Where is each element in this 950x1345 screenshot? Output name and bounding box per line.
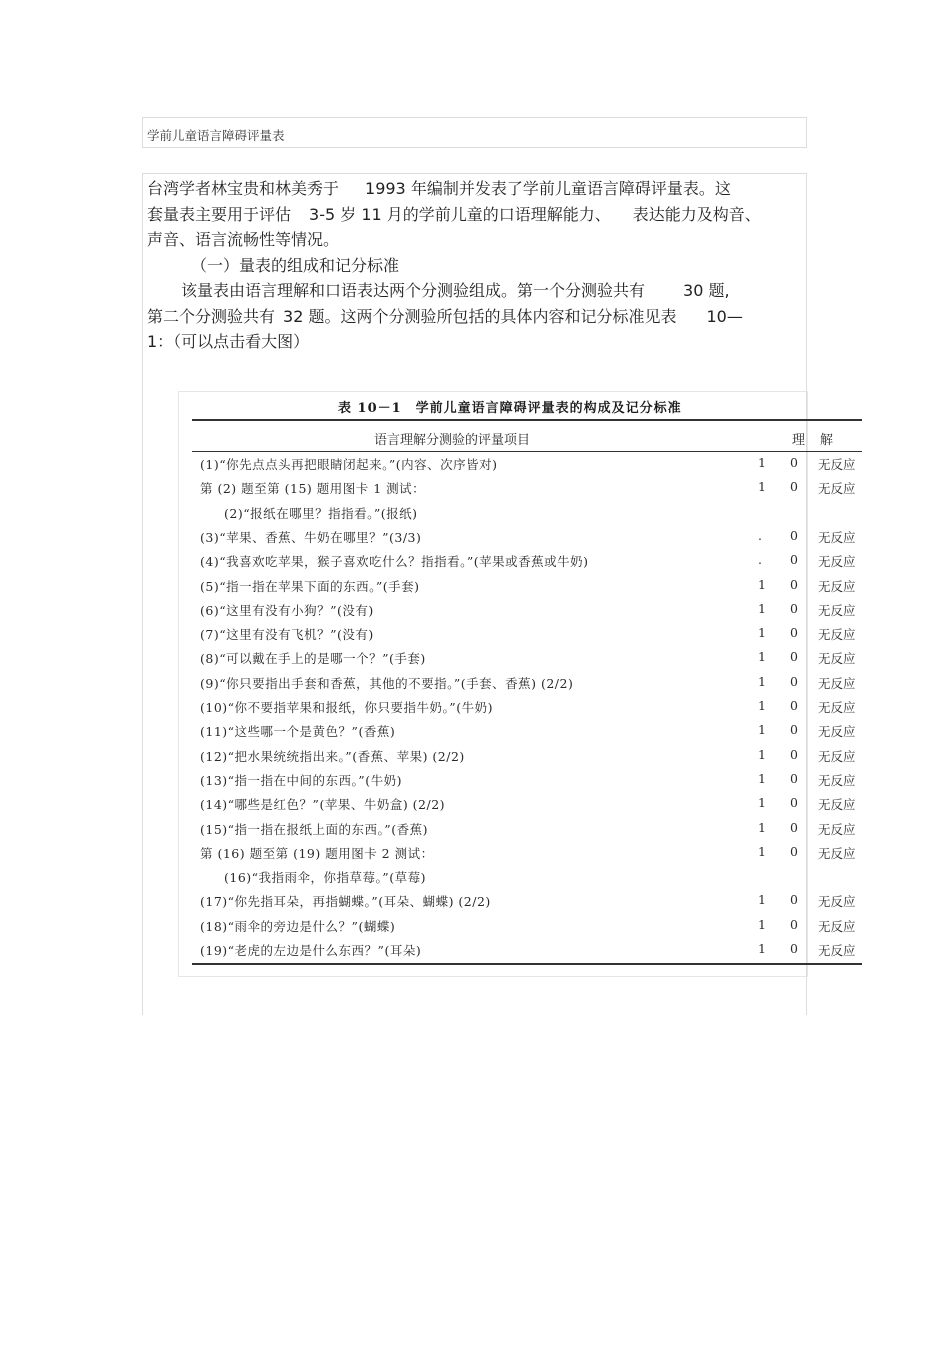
row-score-wrong: 0 [790,941,798,956]
row-score-none: 无反应 [818,651,856,667]
row-score-correct: 1 [758,455,766,470]
table-title: 表 10－1 学前儿童语言障碍评量表的构成及记分标准 [338,401,682,416]
text-segment: 1993 年编制并发表了学前儿童语言障碍评量表。这 [365,179,731,198]
row-score-correct: 1 [758,892,766,908]
row-score-none: 无反应 [818,797,856,813]
table-row [178,842,862,866]
row-item-text: (16)“我指雨伞，你指草莓。”(草莓) [224,870,426,886]
row-score-none: 无反应 [818,918,856,934]
row-score-none: 无反应 [818,602,856,618]
row-score-none: 无反应 [818,943,856,958]
row-score-wrong: 0 [790,722,798,738]
row-item-text: (13)“指一指在中间的东西。”(牛奶) [200,772,402,788]
table-row [178,526,862,550]
table-row [178,720,862,744]
row-score-none: 无反应 [818,772,856,788]
row-score-none: 无反应 [818,554,856,570]
table-row [178,575,862,599]
row-score-correct: 1 [758,916,766,932]
row-score-wrong: 0 [790,527,798,543]
composition-line-3 [147,329,761,355]
table-header-col1: 理 [792,433,806,448]
table-row [178,939,862,963]
row-score-correct: 1 [758,722,766,738]
row-score-correct: 1 [758,479,766,495]
table-header-item: 语言理解分测验的评量项目 [374,433,531,448]
row-score-none: 无反应 [818,627,856,643]
row-score-correct: 1 [758,819,766,835]
table-row [178,915,862,939]
row-item-text: (12)“把水果统统指出来。”(香蕉、苹果) (2/2) [200,748,465,764]
row-item-text: (4)“我喜欢吃苹果，猴子喜欢吃什么？指指看。”(苹果或香蕉或牛奶) [200,554,589,570]
text-segment: 套量表主要用于评估 [147,204,292,224]
table-top-rule [192,419,862,421]
row-score-wrong: 0 [790,576,798,592]
text-segment: 32 题。这两个分测验所包括的具体内容和记分标准见表 [283,306,677,326]
row-score-wrong: 0 [790,819,798,835]
composition-line-2 [147,304,761,330]
row-score-wrong: 0 [790,916,798,932]
row-score-correct: 1 [758,941,766,956]
row-score-wrong: 0 [790,843,798,859]
row-score-correct: 1 [758,600,766,616]
table-row [178,696,862,720]
row-item-text: (5)“指一指在苹果下面的东西。”(手套) [200,578,420,594]
table-header-rule [192,451,862,452]
intro-line-3 [147,227,761,253]
table-row [178,818,862,842]
text-segment: 声音、语言流畅性等情况。 [147,230,340,249]
row-score-correct: . [758,552,762,568]
text-segment: 该量表由语言理解和口语表达两个分测验组成。第一个分测验共有 [181,281,646,300]
row-score-correct: 1 [758,649,766,665]
row-score-none: 无反应 [818,700,856,715]
text-segment: 台湾学者林宝贵和林美秀于 [147,179,340,198]
table-row [178,769,862,793]
row-score-wrong: 0 [790,600,798,616]
composition-line-1 [147,278,761,304]
row-score-correct: 1 [758,770,766,786]
row-score-wrong: 0 [790,892,798,908]
row-score-wrong: 0 [790,649,798,665]
table-row [178,745,862,769]
table-row [178,793,862,817]
row-score-none: 无反应 [818,894,856,910]
row-score-wrong: 0 [790,698,798,713]
table-header-col2: 解 [820,433,834,448]
row-score-none: 无反应 [818,821,856,837]
text-segment: 第二个分测验共有 [147,306,276,326]
table-image[interactable] [178,391,862,977]
row-score-wrong: 0 [790,770,798,786]
row-score-correct: 1 [758,795,766,811]
text-segment: 30 题, [683,281,730,300]
row-score-correct: 1 [758,746,766,762]
text-segment: 表达能力及构音、 [632,204,761,224]
table-row [178,599,862,623]
table-row [178,672,862,696]
row-score-none: 无反应 [818,845,856,861]
row-item-text: (7)“这里有没有飞机？”(没有) [200,627,374,643]
row-item-text: 第 (2) 题至第 (15) 题用图卡 1 测试： [200,481,426,497]
table-row [178,502,862,526]
text-segment: 3-5 岁 11 月的学前儿童的口语理解能力、 [309,204,611,224]
text-segment: 1：（可以点击看大图） [147,332,310,351]
section-heading: （一）量表的组成和记分标准 [191,255,400,275]
row-score-none: 无反应 [818,675,856,691]
row-score-correct: 1 [758,673,766,689]
row-score-correct: 1 [758,843,766,859]
row-score-wrong: 0 [790,625,798,641]
row-item-text: (15)“指一指在报纸上面的东西。”(香蕉) [200,821,428,837]
intro-line-2 [147,202,761,228]
row-score-none: 无反应 [818,481,856,497]
row-score-wrong: 0 [790,552,798,568]
row-item-text: (9)“你只要指出手套和香蕉，其他的不要指。”(手套、香蕉) (2/2) [200,675,574,691]
table-row [178,890,862,914]
doc-title-box [142,117,807,148]
row-score-none: 无反应 [818,457,856,472]
row-item-text: (17)“你先指耳朵，再指蝴蝶。”(耳朵、蝴蝶) (2/2) [200,894,491,910]
row-item-text: (18)“雨伞的旁边是什么？”(蝴蝶) [200,918,396,934]
intro-paragraph [147,176,761,355]
table-row [178,453,862,477]
row-item-text: (8)“可以戴在手上的是哪一个？”(手套) [200,651,426,667]
row-score-correct: 1 [758,698,766,713]
intro-line-1 [147,176,761,202]
row-score-correct: 1 [758,576,766,592]
row-score-wrong: 0 [790,479,798,495]
scanned-table [178,391,862,977]
doc-title: 学前儿童语言障碍评量表 [147,128,285,143]
row-item-text: (1)“你先点点头再把眼睛闭起来。”(内容、次序皆对) [200,457,498,472]
table-bottom-rule [192,963,862,965]
table-row [178,623,862,647]
row-score-wrong: 0 [790,746,798,762]
table-row [178,866,862,890]
row-item-text: (10)“你不要指苹果和报纸，你只要指牛奶。”(牛奶) [200,700,493,715]
row-item-text: (2)“报纸在哪里？指指看。”(报纸) [224,505,418,521]
row-score-wrong: 0 [790,795,798,811]
table-row [178,550,862,574]
row-score-wrong: 0 [790,455,798,470]
row-item-text: (6)“这里有没有小狗？”(没有) [200,602,374,618]
row-score-none: 无反应 [818,724,856,740]
row-score-none: 无反应 [818,748,856,764]
row-score-none: 无反应 [818,529,856,545]
row-score-correct: 1 [758,625,766,641]
table-row [178,477,862,501]
text-segment: 10— [706,306,743,326]
row-score-wrong: 0 [790,673,798,689]
row-score-correct: . [758,527,762,543]
row-score-none: 无反应 [818,578,856,594]
table-row [178,647,862,671]
row-item-text: (11)“这些哪一个是黄色？”(香蕉) [200,724,396,740]
row-item-text: 第 (16) 题至第 (19) 题用图卡 2 测试： [200,845,434,861]
row-item-text: (14)“哪些是红色？”(苹果、牛奶盒) (2/2) [200,797,446,813]
row-item-text: (3)“苹果、香蕉、牛奶在哪里？”(3/3) [200,529,422,545]
row-item-text: (19)“老虎的左边是什么东西？”(耳朵) [200,943,422,958]
